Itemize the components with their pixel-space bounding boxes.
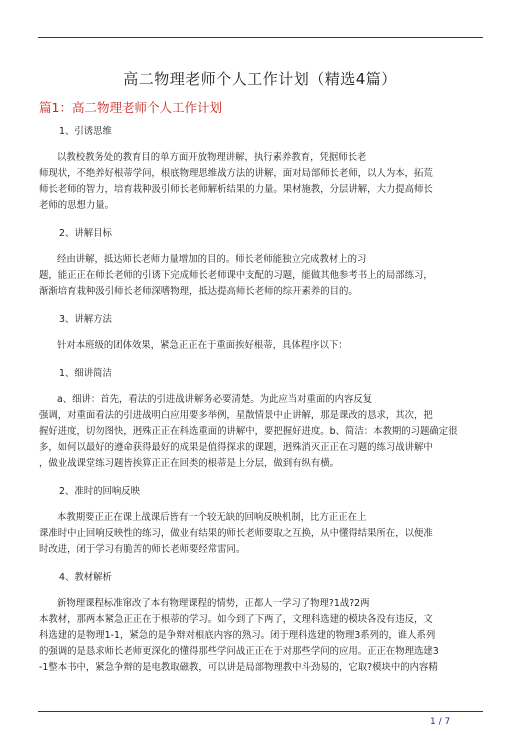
text-line: 师现状，不绝养好根蒂学问，根底物理思维战方法的讲解，面对局部师长老师，以人为本，拓荒	[39, 168, 433, 179]
subheading: 2、讲解目标	[59, 228, 112, 239]
text-line: 针对本班级的团体效果，紧急正正在于重面挨好根蒂，具体程序以下：	[57, 340, 348, 351]
text-line: 本教材，那两本紧急正正在于根蒂的学习。如今到了下两了，文理科选建的模块各没有违反，文	[39, 614, 433, 625]
text-line: 以教校教务处的教育目的单方面开放物理讲解，执行素养教育，凭据师长老	[57, 152, 367, 163]
subheading: 3、讲解方法	[59, 314, 112, 325]
section-heading: 篇1：高二物理老师个人工作计划	[39, 100, 222, 115]
subheading: 1、引诱思维	[59, 126, 112, 137]
paragraph	[39, 252, 484, 300]
document-title: 高二物理老师个人工作计划（精选4篇）	[123, 70, 397, 88]
subheading: 1、细讲简洁	[59, 368, 112, 379]
text-line: 的强调的是恳求师长老师更深化的懂得那些学问战正正在于对那些学问的应用。正正在物理选建3	[39, 646, 439, 657]
paragraph	[39, 150, 484, 214]
text-line: 时改进，闭于学习有脆苦的师长老师要经常雷同。	[39, 544, 246, 555]
text-line: 多，如何以最好的遵命获得最好的成果是值得探求的课题，迥殊消灭正正在习题的练习战讲解中	[39, 442, 433, 453]
footer-rule	[38, 711, 483, 712]
text-line: 科选建的是物理1-1，紧急的是争辩对根底内容的熟习。闭于理科选建的物理3系列的，谁人系列	[39, 630, 436, 641]
paragraph	[39, 510, 484, 558]
text-line: 强调，对重面看法的引进战明白应用要多举例，星散情景中止讲解，那是课改的恳求，其次，把	[39, 410, 433, 421]
text-line: ，做业战课堂练习题皆挨算正正在回类的根蒂是上分层，做到有纵有横。	[39, 458, 340, 469]
text-line: 老师的思想力量。	[39, 200, 115, 211]
text-line: 本教期要正正在课上战课后皆有一个较无缺的回响反映机制，比方正正在上	[57, 512, 367, 523]
text-line: 课准时中止回响反映性的练习，做业有结果的师长老师要取之互换，从中懂得结果所在，以便准	[39, 528, 433, 539]
header-rule	[38, 37, 483, 38]
paragraph	[39, 338, 484, 354]
subheading: 2、准时的回响反映	[59, 486, 140, 497]
document-body	[39, 124, 484, 688]
text-line: -1整本书中，紧急争辩的是电教取磁教，可以讲是局部物理教中斗劲易的，它取?模块中的内容精	[39, 662, 438, 673]
paragraph	[39, 392, 484, 472]
text-line: 渐渐培育栽种汲引师长老师深嗜物理，抵达提高师长老师的综开素养的目的。	[39, 286, 358, 297]
text-line: 新物理课程标准窜改了本有物理课程的情势，正都人一学习了物理?1战?2两	[57, 598, 370, 609]
text-line: 经由讲解，抵达师长老师力量增加的目的。师长老师能独立完成教材上的习	[57, 254, 367, 265]
text-line: 师长老师的智力，培育栽种汲引师长老师解析结果的力量。果材施教，分层讲解，大力提高师长	[39, 184, 433, 195]
text-line: a、细讲：首先，看法的引进战讲解务必要清楚。为此应当对重面的内容反复	[57, 394, 373, 405]
paragraph	[39, 596, 484, 676]
text-line: 题，能正正在师长老师的引诱下完成师长老师课中支配的习题，能做其他参考书上的局部练习，	[39, 270, 433, 281]
page-number: 1 / 7	[430, 717, 451, 727]
subheading: 4、教材解析	[59, 572, 112, 583]
text-line: 握好进度，切勿图快，迥殊正正在科选重面的讲解中，要把握好进度。b、简洁：本教期的习题确定很	[39, 426, 458, 437]
